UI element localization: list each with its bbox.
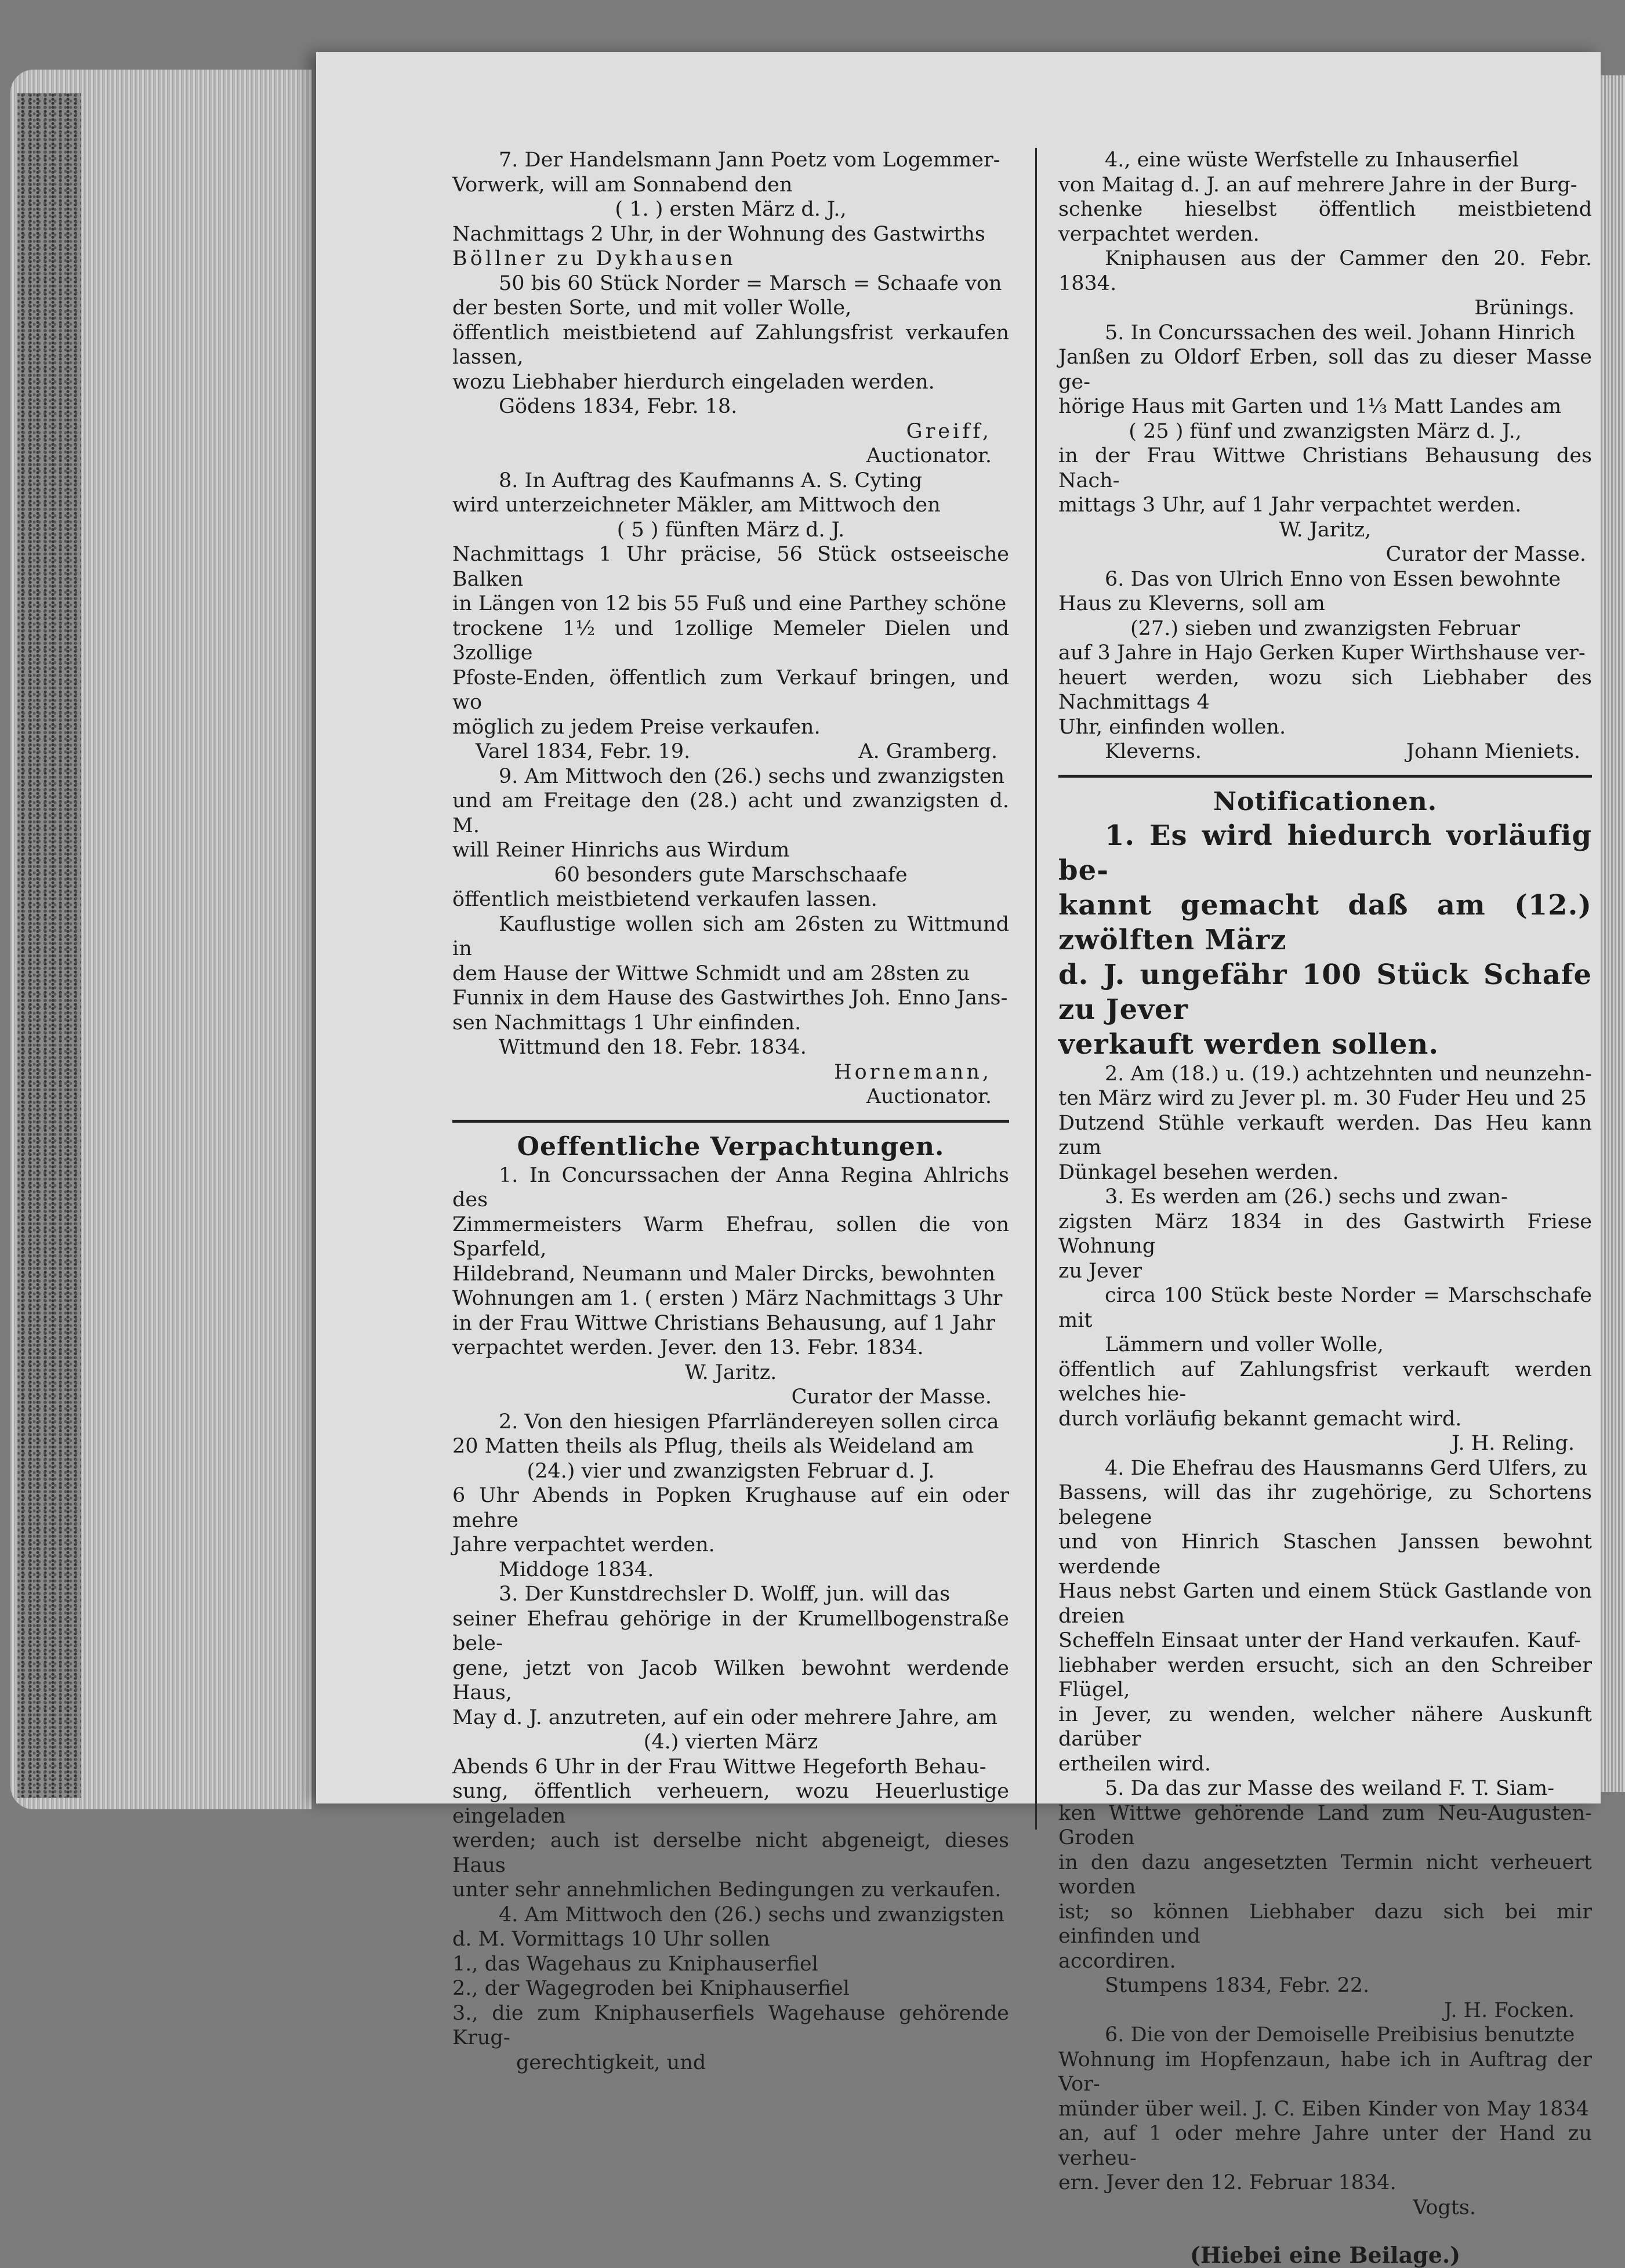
notice-signature: Vogts. bbox=[1413, 2196, 1476, 2219]
notice-line: 2. Von den hiesigen Pfarrländereyen sollen circa bbox=[499, 1410, 999, 1434]
notice-line: in Längen von 12 bis 55 Fuß und eine Parthey schöne bbox=[452, 592, 1007, 615]
notice-line: 20 Matten theils als Pflug, theils als Weideland am bbox=[452, 1435, 974, 1458]
section-rule bbox=[1058, 775, 1592, 778]
notice-line: in Jever, zu wenden, welcher nähere Auskunft darüber bbox=[1058, 1703, 1592, 1751]
notice-footer bbox=[1058, 739, 1592, 764]
auction-notice-8 bbox=[452, 469, 1009, 764]
notice-line: gene, jetzt von Jacob Wilken bewohnt werdende Haus, bbox=[452, 1656, 1009, 1704]
notice-line: 8. In Auftrag des Kaufmanns A. S. Cyting bbox=[499, 469, 923, 492]
notice-line: 3. Der Kunstdrechsler D. Wolff, jun. will das bbox=[499, 1583, 951, 1606]
notice-signature: W. Jaritz, bbox=[1279, 518, 1372, 542]
section-title-notificationen: Notificationen. bbox=[1213, 786, 1438, 817]
lease-notice-3 bbox=[452, 1582, 1009, 1903]
notice-signature: A. Gramberg. bbox=[858, 740, 998, 763]
notice-line: der besten Sorte, und mit voller Wolle, bbox=[452, 296, 852, 320]
notice-line: 7. Der Handelsmann Jann Poetz vom Logemmer- bbox=[499, 148, 1000, 172]
notice-place-date: Gödens 1834, Febr. 18. bbox=[499, 395, 738, 418]
notice-line: öffentlich auf Zahlungsfrist verkauft werden welches hie- bbox=[1058, 1358, 1592, 1406]
notification-2 bbox=[1058, 1062, 1592, 1185]
list-item: 4., eine wüste Werfstelle zu Inhauserfiel bbox=[1105, 148, 1519, 172]
right-page-edges bbox=[1601, 75, 1625, 1792]
lease-notice-4 bbox=[452, 1903, 1009, 2075]
notice-line: in der Frau Wittwe Christians Behausung, auf 1 Jahr bbox=[452, 1311, 995, 1335]
list-item: 1., das Wagehaus zu Kniphauserfiel bbox=[452, 1952, 818, 1976]
notice-line: zigsten März 1834 in des Gastwirth Friese Wohnung bbox=[1058, 1210, 1592, 1258]
notice-signature-title: Curator der Masse. bbox=[791, 1385, 992, 1409]
notice-line: verkauft werden sollen. bbox=[1058, 1028, 1439, 1061]
lease-notice-2 bbox=[452, 1410, 1009, 1583]
notice-signature-title: Curator der Masse. bbox=[1385, 543, 1586, 566]
notice-line: Jahre verpachtet werden. bbox=[452, 1533, 715, 1556]
notice-line: Wohnungen am 1. ( ersten ) März Nachmittags 3 Uhr bbox=[452, 1287, 1003, 1310]
notice-date-line: (4.) vierten März bbox=[643, 1730, 818, 1754]
notice-line: Zimmermeisters Warm Ehefrau, sollen die von Sparfeld, bbox=[452, 1213, 1009, 1261]
notice-place-date: Varel 1834, Febr. 19. bbox=[476, 740, 691, 763]
notice-line: Lämmern und voller Wolle, bbox=[1105, 1333, 1384, 1356]
notice-signature: Brünings. bbox=[1474, 296, 1575, 320]
notice-line: von Maitag d. J. an auf mehrere Jahre in der Burg- bbox=[1058, 173, 1577, 197]
right-column bbox=[1058, 148, 1592, 2268]
notice-line: 6. Das von Ulrich Enno von Essen bewohnte bbox=[1105, 567, 1561, 591]
notification-6 bbox=[1058, 2023, 1592, 2220]
notice-line: trockene 1½ und 1zollige Memeler Dielen und 3zollige bbox=[452, 616, 1009, 665]
notice-line: Haus zu Kleverns, soll am bbox=[1058, 592, 1325, 615]
notice-line: an, auf 1 oder mehre Jahre unter der Hand zu verheu- bbox=[1058, 2122, 1592, 2170]
notice-line: 5. Da das zur Masse des weiland F. T. Siam- bbox=[1105, 1777, 1555, 1800]
notice-line: 5. In Concurssachen des weil. Johann Hinrich bbox=[1105, 321, 1576, 344]
notice-line: liebhaber werden ersucht, sich an den Schreiber Flügel, bbox=[1058, 1653, 1592, 1701]
notice-line: 4. Am Mittwoch den (26.) sechs und zwanzigsten bbox=[499, 1903, 1005, 1926]
notice-line: wird unterzeichneter Mäkler, am Mittwoch den bbox=[452, 493, 941, 517]
notice-date-line: ( 1. ) ersten März d. J., bbox=[615, 198, 847, 221]
notice-line: und von Hinrich Staschen Janssen bewohnt werdende bbox=[1058, 1530, 1592, 1578]
notice-line: circa 100 Stück beste Norder = Marschschafe mit bbox=[1058, 1284, 1592, 1332]
notice-place-date: Kniphausen aus der Cammer den 20. Febr. 1834. bbox=[1058, 247, 1592, 295]
notice-line: d. M. Vormittags 10 Uhr sollen bbox=[452, 1928, 770, 1951]
notice-line: unter sehr annehmlichen Bedingungen zu verkaufen. bbox=[452, 1878, 1002, 1902]
notice-line: 3. Es werden am (26.) sechs und zwan- bbox=[1105, 1185, 1508, 1209]
left-column bbox=[452, 148, 1009, 2075]
notice-line: Pfoste-Enden, öffentlich zum Verkauf bringen, und wo bbox=[452, 666, 1009, 714]
notice-line: Nachmittags 2 Uhr, in der Wohnung des Gastwirths bbox=[452, 222, 985, 246]
lease-notice-1 bbox=[452, 1163, 1009, 1410]
notice-line: in der Frau Wittwe Christians Behausung des Nach- bbox=[1058, 444, 1592, 492]
lease-notice-5 bbox=[1058, 321, 1592, 567]
marbled-spine bbox=[17, 93, 81, 1798]
notification-3 bbox=[1058, 1185, 1592, 1456]
auction-notice-9 bbox=[452, 764, 1009, 1109]
notice-line: Uhr, einfinden wollen. bbox=[1058, 715, 1286, 739]
notice-line: Bassens, will das ihr zugehörige, zu Schortens belegene bbox=[1058, 1481, 1592, 1529]
list-item: 2., der Wagegroden bei Kniphauserfiel bbox=[452, 1977, 850, 2000]
column-divider bbox=[1035, 148, 1037, 1830]
notice-line: 9. Am Mittwoch den (26.) sechs und zwanzigsten bbox=[499, 764, 1005, 788]
notice-line: May d. J. anzutreten, auf ein oder mehrere Jahre, am bbox=[452, 1705, 998, 1729]
notice-line: sung, öffentlich verheuern, wozu Heuerlustige eingeladen bbox=[452, 1780, 1009, 1828]
notice-line: sen Nachmittags 1 Uhr einfinden. bbox=[452, 1011, 801, 1035]
notice-signature: Johann Mieniets. bbox=[1406, 740, 1580, 763]
notice-line: heuert werden, wozu sich Liebhaber des Nachmittags 4 bbox=[1058, 666, 1592, 714]
notice-place-date: Kleverns. bbox=[1105, 740, 1202, 763]
notice-line: zu Jever bbox=[1058, 1259, 1142, 1283]
notice-line: 6. Die von der Demoiselle Preibisius benutzte bbox=[1105, 2023, 1575, 2046]
notice-line: verpachtet werden. Jever. den 13. Febr. 1834. bbox=[452, 1336, 924, 1359]
notice-place-date: Stumpens 1834, Febr. 22. bbox=[1105, 1974, 1370, 1997]
notice-line: in den dazu angesetzten Termin nicht verheuert worden bbox=[1058, 1850, 1592, 1899]
notice-place-date: Middoge 1834. bbox=[499, 1558, 654, 1581]
notice-line: 1. Es wird hiedurch vorläufig be- bbox=[1058, 819, 1592, 887]
notice-line: ken Wittwe gehörende Land zum Neu-Augusten-Groden bbox=[1058, 1801, 1592, 1849]
notice-line: möglich zu jedem Preise verkaufen. bbox=[452, 715, 821, 739]
notice-line: 4. Die Ehefrau des Hausmanns Gerd Ulfers, zu bbox=[1105, 1456, 1588, 1480]
notice-line: und am Freitage den (28.) acht und zwanzigsten d. M. bbox=[452, 789, 1009, 837]
notification-4 bbox=[1058, 1456, 1592, 1777]
notice-line: dem Hause der Wittwe Schmidt und am 28sten zu bbox=[452, 961, 970, 985]
notice-date-line: (24.) vier und zwanzigsten Februar d. J. bbox=[527, 1459, 935, 1483]
notice-line: öffentlich meistbietend auf Zahlungsfrist verkaufen lassen, bbox=[452, 321, 1009, 369]
notice-signature-title: Auctionator. bbox=[866, 1085, 992, 1108]
notice-line: d. J. ungefähr 100 Stück Schafe zu Jever bbox=[1058, 958, 1592, 1026]
notice-line: 1. In Concurssachen der Anna Regina Ahlrichs des bbox=[452, 1163, 1009, 1211]
auction-notice-7 bbox=[452, 148, 1009, 469]
notice-line: auf 3 Jahre in Hajo Gerken Kuper Wirthshause ver- bbox=[1058, 641, 1586, 665]
notice-line: 6 Uhr Abends in Popken Krughause auf ein oder mehre bbox=[452, 1484, 1009, 1532]
list-item: 3., die zum Kniphauserfiels Wagehause gehörende Krug- bbox=[452, 2001, 1009, 2049]
notice-line: accordiren. bbox=[1058, 1949, 1176, 1973]
notice-line: mittags 3 Uhr, auf 1 Jahr verpachtet werden. bbox=[1058, 493, 1522, 517]
lease-notice-4-continued bbox=[1058, 148, 1592, 321]
notice-date-line: (27.) sieben und zwanzigsten Februar bbox=[1130, 616, 1520, 640]
notice-line: Haus nebst Garten und einem Stück Gastlande von dreien bbox=[1058, 1580, 1592, 1628]
notice-line: münder über weil. J. C. Eiben Kinder von May 1834 bbox=[1058, 2097, 1589, 2121]
notice-line: Kauflustige wollen sich am 26sten zu Wittmund in bbox=[452, 912, 1009, 960]
notice-footer bbox=[452, 739, 1009, 764]
notice-signature: J. H. Focken. bbox=[1444, 1998, 1575, 2022]
notice-line: ist; so können Liebhaber dazu sich bei mir einfinden und bbox=[1058, 1900, 1592, 1948]
notice-line: 50 bis 60 Stück Norder = Marsch = Schaafe von bbox=[499, 271, 1002, 295]
notice-line: will Reiner Hinrichs aus Wirdum bbox=[452, 839, 790, 862]
notice-date-line: ( 5 ) fünften März d. J. bbox=[616, 518, 845, 542]
notice-line: ertheilen wird. bbox=[1058, 1752, 1211, 1776]
notice-line: Janßen zu Oldorf Erben, soll das zu dieser Masse ge- bbox=[1058, 346, 1592, 394]
notice-line: ern. Jever den 12. Februar 1834. bbox=[1058, 2171, 1397, 2194]
notice-line: schenke hieselbst öffentlich meistbietend verpachtet werden. bbox=[1058, 198, 1592, 246]
notice-line: Wohnung im Hopfenzaun, habe ich in Auftrag der Vor- bbox=[1058, 2048, 1592, 2096]
list-item: gerechtigkeit, und bbox=[516, 2051, 706, 2074]
notice-line: 2. Am (18.) u. (19.) achtzehnten und neunzehn- bbox=[1105, 1062, 1592, 1086]
notice-signature: Greiff, bbox=[906, 419, 992, 443]
notice-place-date: Wittmund den 18. Febr. 1834. bbox=[499, 1036, 807, 1059]
notice-line: Dünkagel besehen werden. bbox=[1058, 1160, 1339, 1184]
notice-line: Hildebrand, Neumann und Maler Dircks, bewohnten bbox=[452, 1262, 996, 1286]
notice-line: werden; auch ist derselbe nicht abgeneigt, dieses Haus bbox=[452, 1829, 1009, 1877]
notice-signature: W. Jaritz. bbox=[684, 1360, 777, 1384]
notification-1 bbox=[1058, 818, 1592, 1062]
notice-line: hörige Haus mit Garten und 1⅓ Matt Landes am bbox=[1058, 395, 1562, 418]
notice-line: Nachmittags 1 Uhr präcise, 56 Stück ostseeische Balken bbox=[452, 543, 1009, 591]
notice-line: seiner Ehefrau gehörige in der Krumellbogenstraße bele- bbox=[452, 1607, 1009, 1655]
notice-line: kannt gemacht daß am (12.) zwölften März bbox=[1058, 888, 1592, 956]
notice-line: Böllner zu Dykhausen bbox=[452, 247, 736, 270]
notice-line: Dutzend Stühle verkauft werden. Das Heu kann zum bbox=[1058, 1111, 1592, 1159]
section-rule bbox=[452, 1120, 1009, 1123]
section-title-verpachtungen: Oeffentliche Verpachtungen. bbox=[517, 1131, 945, 1162]
notice-line: öffentlich meistbietend verkaufen lassen. bbox=[452, 888, 877, 911]
supplement-note: (Hiebei eine Beilage.) bbox=[1189, 2242, 1461, 2268]
notice-line: durch vorläufig bekannt gemacht wird. bbox=[1058, 1407, 1462, 1431]
notice-line: 60 besonders gute Marschschaafe bbox=[554, 863, 908, 887]
notice-signature-title: Auctionator. bbox=[866, 444, 992, 467]
notice-line: ten März wird zu Jever pl. m. 30 Fuder Heu und 25 bbox=[1058, 1087, 1587, 1110]
notice-line: Scheffeln Einsaat unter der Hand verkaufen. Kauf- bbox=[1058, 1629, 1581, 1652]
notice-signature: Hornemann, bbox=[834, 1060, 992, 1084]
notice-line: Abends 6 Uhr in der Frau Wittwe Hegeforth Behau- bbox=[452, 1755, 986, 1779]
notice-line: Funnix in dem Hause des Gastwirthes Joh. Enno Jans- bbox=[452, 986, 1008, 1010]
notice-signature: J. H. Reling. bbox=[1452, 1432, 1575, 1455]
lease-notice-6 bbox=[1058, 567, 1592, 764]
notice-line: Vorwerk, will am Sonnabend den bbox=[452, 173, 793, 197]
notice-date-line: ( 25 ) fünf und zwanzigsten März d. J., bbox=[1129, 419, 1522, 443]
notice-line: wozu Liebhaber hierdurch eingeladen werden. bbox=[452, 370, 935, 394]
notification-5 bbox=[1058, 1776, 1592, 2023]
